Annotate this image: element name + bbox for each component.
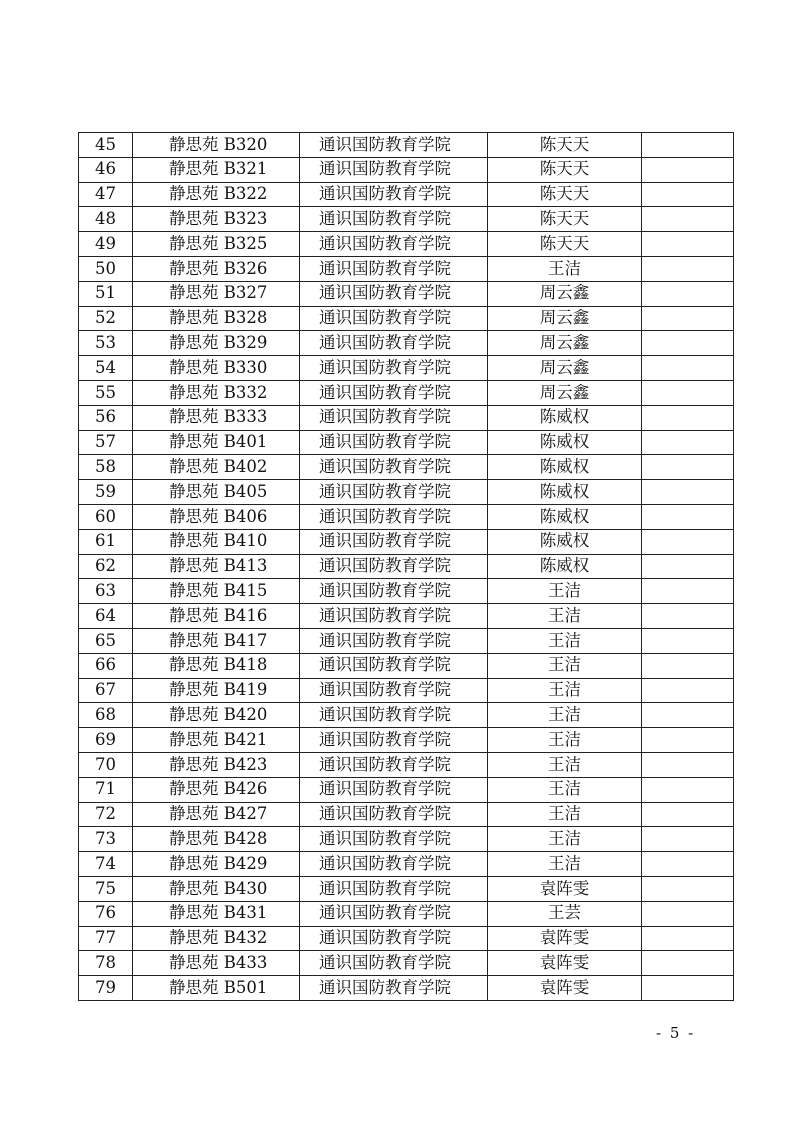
row-number-cell: 58 (79, 455, 133, 480)
table-row (79, 207, 734, 232)
person-cell: 陈威权 (488, 529, 642, 554)
table-row (79, 728, 734, 753)
note-cell (642, 827, 734, 852)
person-cell: 陈天天 (488, 133, 642, 158)
room-cell: 静思苑 B420 (133, 703, 300, 728)
row-number-cell: 52 (79, 306, 133, 331)
assignment-table (78, 132, 734, 1001)
person-cell: 袁阵雯 (488, 976, 642, 1001)
table-row (79, 256, 734, 281)
college-cell: 通识国防教育学院 (300, 678, 488, 703)
row-number-cell: 56 (79, 405, 133, 430)
person-cell: 陈天天 (488, 207, 642, 232)
table-row (79, 356, 734, 381)
note-cell (642, 777, 734, 802)
row-number-cell: 48 (79, 207, 133, 232)
note-cell (642, 306, 734, 331)
college-cell: 通识国防教育学院 (300, 876, 488, 901)
table-row (79, 876, 734, 901)
room-cell: 静思苑 B413 (133, 554, 300, 579)
table-row (79, 752, 734, 777)
room-cell: 静思苑 B330 (133, 356, 300, 381)
table-row (79, 852, 734, 877)
person-cell: 王芸 (488, 901, 642, 926)
person-cell: 王洁 (488, 852, 642, 877)
note-cell (642, 554, 734, 579)
table-row (79, 405, 734, 430)
note-cell (642, 852, 734, 877)
college-cell: 通识国防教育学院 (300, 504, 488, 529)
row-number-cell: 72 (79, 802, 133, 827)
person-cell: 王洁 (488, 703, 642, 728)
note-cell (642, 504, 734, 529)
person-cell: 陈威权 (488, 480, 642, 505)
note-cell (642, 331, 734, 356)
table-row (79, 777, 734, 802)
table-row (79, 331, 734, 356)
college-cell: 通识国防教育学院 (300, 331, 488, 356)
college-cell: 通识国防教育学院 (300, 976, 488, 1001)
row-number-cell: 68 (79, 703, 133, 728)
room-cell: 静思苑 B419 (133, 678, 300, 703)
person-cell: 陈天天 (488, 232, 642, 257)
row-number-cell: 53 (79, 331, 133, 356)
room-cell: 静思苑 B433 (133, 951, 300, 976)
person-cell: 周云鑫 (488, 331, 642, 356)
college-cell: 通识国防教育学院 (300, 157, 488, 182)
college-cell: 通识国防教育学院 (300, 951, 488, 976)
room-cell: 静思苑 B421 (133, 728, 300, 753)
college-cell: 通识国防教育学院 (300, 356, 488, 381)
row-number-cell: 77 (79, 926, 133, 951)
person-cell: 王洁 (488, 653, 642, 678)
person-cell: 周云鑫 (488, 380, 642, 405)
note-cell (642, 207, 734, 232)
note-cell (642, 480, 734, 505)
row-number-cell: 45 (79, 133, 133, 158)
note-cell (642, 703, 734, 728)
room-cell: 静思苑 B320 (133, 133, 300, 158)
room-cell: 静思苑 B329 (133, 331, 300, 356)
table-row (79, 281, 734, 306)
row-number-cell: 61 (79, 529, 133, 554)
college-cell: 通识国防教育学院 (300, 133, 488, 158)
room-cell: 静思苑 B501 (133, 976, 300, 1001)
room-cell: 静思苑 B417 (133, 628, 300, 653)
row-number-cell: 76 (79, 901, 133, 926)
room-cell: 静思苑 B327 (133, 281, 300, 306)
college-cell: 通识国防教育学院 (300, 926, 488, 951)
row-number-cell: 49 (79, 232, 133, 257)
college-cell: 通识国防教育学院 (300, 852, 488, 877)
note-cell (642, 356, 734, 381)
person-cell: 陈天天 (488, 182, 642, 207)
note-cell (642, 529, 734, 554)
table-row (79, 480, 734, 505)
room-cell: 静思苑 B432 (133, 926, 300, 951)
room-cell: 静思苑 B326 (133, 256, 300, 281)
table-row (79, 579, 734, 604)
college-cell: 通识国防教育学院 (300, 901, 488, 926)
college-cell: 通识国防教育学院 (300, 653, 488, 678)
college-cell: 通识国防教育学院 (300, 728, 488, 753)
table-row (79, 133, 734, 158)
note-cell (642, 752, 734, 777)
person-cell: 王洁 (488, 604, 642, 629)
college-cell: 通识国防教育学院 (300, 777, 488, 802)
college-cell: 通识国防教育学院 (300, 380, 488, 405)
note-cell (642, 281, 734, 306)
person-cell: 王洁 (488, 579, 642, 604)
note-cell (642, 802, 734, 827)
person-cell: 陈威权 (488, 504, 642, 529)
college-cell: 通识国防教育学院 (300, 827, 488, 852)
person-cell: 王洁 (488, 777, 642, 802)
room-cell: 静思苑 B410 (133, 529, 300, 554)
college-cell: 通识国防教育学院 (300, 455, 488, 480)
row-number-cell: 64 (79, 604, 133, 629)
person-cell: 陈威权 (488, 430, 642, 455)
table-row (79, 951, 734, 976)
table-row (79, 653, 734, 678)
room-cell: 静思苑 B322 (133, 182, 300, 207)
note-cell (642, 380, 734, 405)
row-number-cell: 70 (79, 752, 133, 777)
college-cell: 通识国防教育学院 (300, 703, 488, 728)
room-cell: 静思苑 B406 (133, 504, 300, 529)
college-cell: 通识国防教育学院 (300, 802, 488, 827)
person-cell: 王洁 (488, 827, 642, 852)
college-cell: 通识国防教育学院 (300, 182, 488, 207)
note-cell (642, 579, 734, 604)
row-number-cell: 63 (79, 579, 133, 604)
college-cell: 通识国防教育学院 (300, 430, 488, 455)
row-number-cell: 66 (79, 653, 133, 678)
person-cell: 袁阵雯 (488, 926, 642, 951)
row-number-cell: 73 (79, 827, 133, 852)
table-row (79, 554, 734, 579)
table-row (79, 976, 734, 1001)
row-number-cell: 46 (79, 157, 133, 182)
person-cell: 陈威权 (488, 455, 642, 480)
row-number-cell: 79 (79, 976, 133, 1001)
table-row (79, 455, 734, 480)
person-cell: 周云鑫 (488, 281, 642, 306)
row-number-cell: 75 (79, 876, 133, 901)
college-cell: 通识国防教育学院 (300, 207, 488, 232)
table-row (79, 430, 734, 455)
page-number: - 5 - (656, 1024, 696, 1042)
note-cell (642, 728, 734, 753)
person-cell: 王洁 (488, 802, 642, 827)
room-cell: 静思苑 B431 (133, 901, 300, 926)
room-cell: 静思苑 B416 (133, 604, 300, 629)
person-cell: 王洁 (488, 728, 642, 753)
note-cell (642, 628, 734, 653)
row-number-cell: 78 (79, 951, 133, 976)
table-row (79, 901, 734, 926)
note-cell (642, 232, 734, 257)
row-number-cell: 62 (79, 554, 133, 579)
person-cell: 陈威权 (488, 405, 642, 430)
room-cell: 静思苑 B430 (133, 876, 300, 901)
room-cell: 静思苑 B332 (133, 380, 300, 405)
row-number-cell: 60 (79, 504, 133, 529)
room-cell: 静思苑 B323 (133, 207, 300, 232)
person-cell: 袁阵雯 (488, 876, 642, 901)
note-cell (642, 182, 734, 207)
college-cell: 通识国防教育学院 (300, 480, 488, 505)
room-cell: 静思苑 B328 (133, 306, 300, 331)
table-row (79, 827, 734, 852)
room-cell: 静思苑 B429 (133, 852, 300, 877)
row-number-cell: 47 (79, 182, 133, 207)
note-cell (642, 256, 734, 281)
table-row (79, 802, 734, 827)
room-cell: 静思苑 B401 (133, 430, 300, 455)
row-number-cell: 50 (79, 256, 133, 281)
room-cell: 静思苑 B423 (133, 752, 300, 777)
note-cell (642, 653, 734, 678)
college-cell: 通识国防教育学院 (300, 306, 488, 331)
room-cell: 静思苑 B321 (133, 157, 300, 182)
row-number-cell: 67 (79, 678, 133, 703)
college-cell: 通识国防教育学院 (300, 529, 488, 554)
table-row (79, 926, 734, 951)
note-cell (642, 604, 734, 629)
room-cell: 静思苑 B333 (133, 405, 300, 430)
college-cell: 通识国防教育学院 (300, 579, 488, 604)
table-row (79, 380, 734, 405)
row-number-cell: 54 (79, 356, 133, 381)
table-body (79, 133, 734, 1001)
table-row (79, 703, 734, 728)
room-cell: 静思苑 B426 (133, 777, 300, 802)
table-row (79, 232, 734, 257)
room-cell: 静思苑 B405 (133, 480, 300, 505)
college-cell: 通识国防教育学院 (300, 281, 488, 306)
person-cell: 周云鑫 (488, 356, 642, 381)
note-cell (642, 926, 734, 951)
row-number-cell: 59 (79, 480, 133, 505)
college-cell: 通识国防教育学院 (300, 232, 488, 257)
row-number-cell: 55 (79, 380, 133, 405)
person-cell: 王洁 (488, 628, 642, 653)
table-row (79, 504, 734, 529)
table-row (79, 604, 734, 629)
room-cell: 静思苑 B415 (133, 579, 300, 604)
note-cell (642, 678, 734, 703)
note-cell (642, 157, 734, 182)
row-number-cell: 74 (79, 852, 133, 877)
person-cell: 王洁 (488, 752, 642, 777)
college-cell: 通识国防教育学院 (300, 628, 488, 653)
person-cell: 袁阵雯 (488, 951, 642, 976)
room-cell: 静思苑 B418 (133, 653, 300, 678)
room-cell: 静思苑 B325 (133, 232, 300, 257)
person-cell: 陈天天 (488, 157, 642, 182)
college-cell: 通识国防教育学院 (300, 256, 488, 281)
college-cell: 通识国防教育学院 (300, 554, 488, 579)
college-cell: 通识国防教育学院 (300, 405, 488, 430)
row-number-cell: 57 (79, 430, 133, 455)
table-row (79, 529, 734, 554)
row-number-cell: 69 (79, 728, 133, 753)
person-cell: 王洁 (488, 678, 642, 703)
note-cell (642, 951, 734, 976)
table-row (79, 157, 734, 182)
note-cell (642, 455, 734, 480)
person-cell: 陈威权 (488, 554, 642, 579)
room-cell: 静思苑 B402 (133, 455, 300, 480)
table-row (79, 306, 734, 331)
note-cell (642, 876, 734, 901)
person-cell: 周云鑫 (488, 306, 642, 331)
college-cell: 通识国防教育学院 (300, 604, 488, 629)
table-row (79, 628, 734, 653)
table-row (79, 182, 734, 207)
note-cell (642, 976, 734, 1001)
note-cell (642, 901, 734, 926)
person-cell: 王洁 (488, 256, 642, 281)
row-number-cell: 51 (79, 281, 133, 306)
table-row (79, 678, 734, 703)
row-number-cell: 71 (79, 777, 133, 802)
room-cell: 静思苑 B428 (133, 827, 300, 852)
row-number-cell: 65 (79, 628, 133, 653)
room-cell: 静思苑 B427 (133, 802, 300, 827)
note-cell (642, 133, 734, 158)
note-cell (642, 430, 734, 455)
college-cell: 通识国防教育学院 (300, 752, 488, 777)
note-cell (642, 405, 734, 430)
